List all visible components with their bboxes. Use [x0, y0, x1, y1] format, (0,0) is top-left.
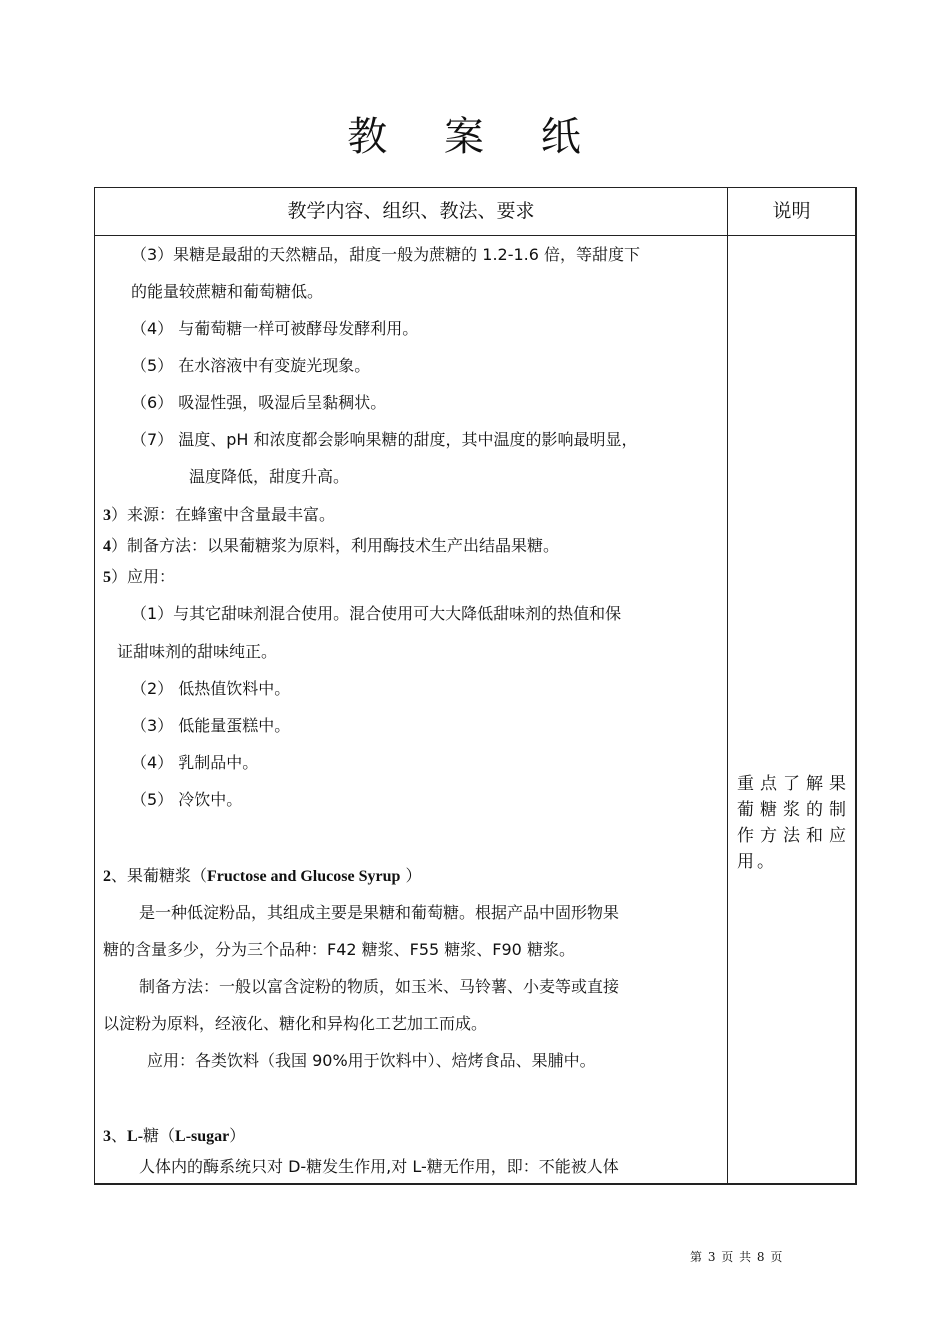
content-line: （7） 温度、pH 和浓度都会影响果糖的甜度，其中温度的影响最明显， — [131, 430, 638, 449]
section-text: 、 — [111, 1126, 128, 1145]
content-line: （4） 乳制品中。 — [131, 753, 259, 772]
section-english: L-sugar — [175, 1128, 230, 1145]
lesson-table — [94, 187, 857, 1185]
content-line: （4） 与葡萄糖一样可被酵母发酵利用。 — [131, 319, 419, 338]
header-main: 教学内容、组织、教法、要求 — [287, 200, 535, 222]
header-divider — [95, 235, 855, 236]
content-line: （3） 低能量蛋糕中。 — [131, 716, 291, 735]
content-line: （5） 冷饮中。 — [131, 790, 243, 809]
content-line — [103, 504, 335, 527]
content-line: （5） 在水溶液中有变旋光现象。 — [131, 356, 371, 375]
content-line: （6） 吸湿性强，吸湿后呈黏稠状。 — [131, 393, 387, 412]
item-text: ）应用： — [111, 567, 176, 586]
content-line: 应用：各类饮料（我国 90%用于饮料中）、焙烤食品、果脯中。 — [147, 1051, 596, 1070]
page-title: 教 案 纸 — [347, 114, 603, 160]
section-text-end: ） — [229, 1126, 246, 1145]
item-text: ）制备方法：以果葡糖浆为原料，利用酶技术生产出结晶果糖。 — [111, 536, 560, 555]
content-line: 温度降低，甜度升高。 — [189, 467, 350, 486]
content-line: （1）与其它甜味剂混合使用。混合使用可大大降低甜味剂的热值和保 — [131, 604, 622, 623]
section-number: 3 — [103, 1128, 111, 1145]
content-line: （2） 低热值饮料中。 — [131, 679, 291, 698]
page-footer: 第 3 页 共 8 页 — [690, 1250, 784, 1264]
section-text-end: ） — [400, 866, 422, 885]
content-line: 是一种低淀粉品，其组成主要是果糖和葡萄糖。根据产品中固形物果 — [139, 903, 620, 922]
content-line: 证甜味剂的甜味纯正。 — [117, 642, 278, 661]
side-note: 重点了解果葡糖浆的制作方法和应用。 — [737, 774, 849, 872]
content-line: 的能量较蔗糖和葡萄糖低。 — [131, 282, 324, 301]
item-number: 3 — [103, 507, 111, 524]
content-line: 人体内的酶系统只对 D-糖发生作用,对 L-糖无作用，即：不能被人体 — [139, 1157, 619, 1176]
section-english: L- — [127, 1128, 144, 1145]
content-line: （3）果糖是最甜的天然糖品，甜度一般为蔗糖的 1.2-1.6 倍，等甜度下 — [131, 245, 641, 264]
content-line: 制备方法：一般以富含淀粉的物质，如玉米、马铃薯、小麦等或直接 — [139, 977, 620, 996]
section-heading — [103, 865, 421, 888]
content-line — [103, 566, 175, 589]
content-line: 以淀粉为原料，经液化、糖化和异构化工艺加工而成。 — [103, 1014, 488, 1033]
item-number: 4 — [103, 538, 111, 555]
content-line: 糖的含量多少，分为三个品种：F42 糖浆、F55 糖浆、F90 糖浆。 — [103, 940, 575, 959]
section-text: 糖（ — [143, 1126, 176, 1145]
item-text: ）来源：在蜂蜜中含量最丰富。 — [111, 505, 336, 524]
section-heading — [103, 1125, 245, 1148]
section-text: 、果葡糖浆（ — [111, 866, 208, 885]
section-number: 2 — [103, 868, 111, 885]
content-line — [103, 535, 559, 558]
section-english: Fructose and Glucose Syrup — [207, 868, 401, 885]
header-note: 说明 — [772, 200, 811, 222]
item-number: 5 — [103, 569, 111, 586]
column-divider — [727, 188, 728, 1183]
